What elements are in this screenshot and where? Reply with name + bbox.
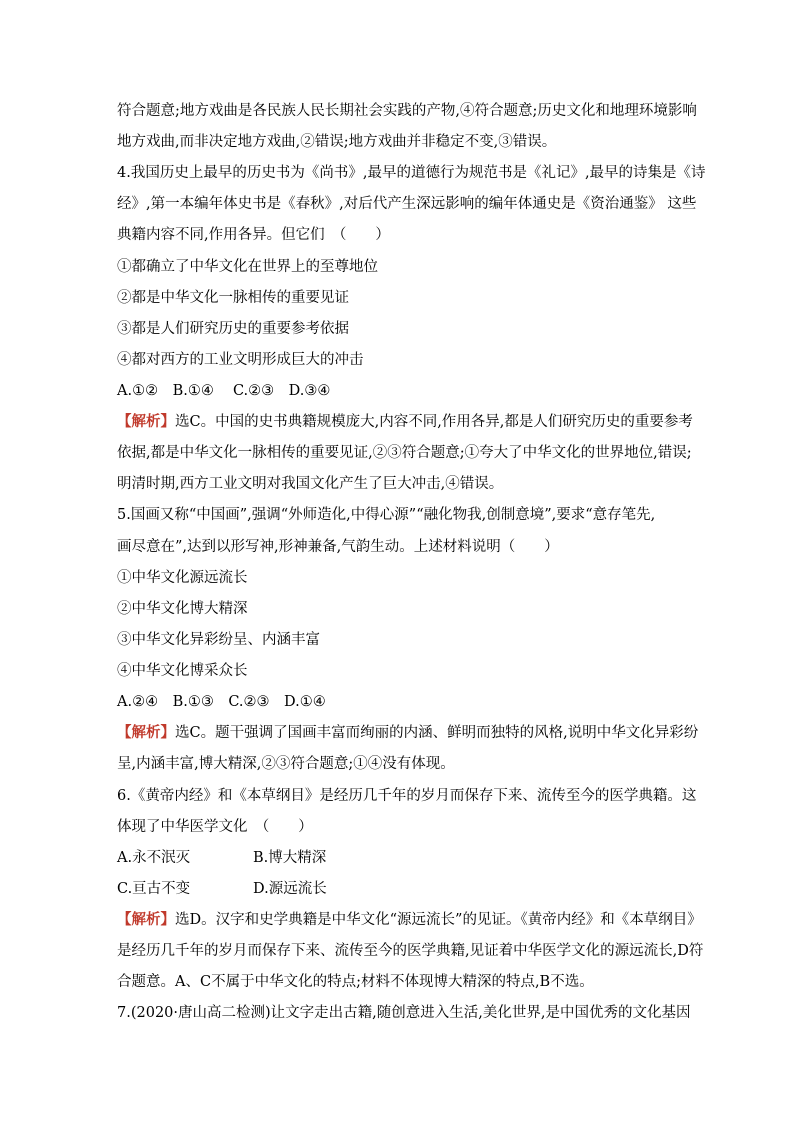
analysis-text: 选C。题干强调了国画丰富而绚丽的内涵、鲜明而独特的风格,说明中华文化异彩纷: [175, 725, 699, 741]
q6-option-d: D.源远流长: [253, 881, 327, 897]
q4-analysis-line-2: 依据,都是中华文化一脉相传的重要见证,②③符合题意;①夸大了中华文化的世界地位,错误;: [117, 445, 692, 461]
q4-options: A.①② B.①④ C.②③ D.③④: [117, 383, 331, 399]
q4-stem-line-3: 典籍内容不同,作用各异。但它们 （ ）: [117, 227, 390, 243]
q4-item-1: ①都确立了中华文化在世界上的至尊地位: [117, 259, 378, 275]
q6-analysis-line-2: 是经历几千年的岁月而保存下来、流传至今的医学典籍,见证着中华医学文化的源远流长,D符: [117, 943, 704, 959]
q4-analysis-line-1: [117, 412, 697, 432]
q4-stem-line-1: 4.我国历史上最早的历史书为《尚书》,最早的道德行为规范书是《礼记》,最早的诗集是《诗: [117, 165, 706, 181]
q5-analysis-line-1: [117, 723, 697, 743]
q4-analysis-line-3: 明清时期,西方工业文明对我国文化产生了巨大冲击,④错误。: [117, 476, 504, 492]
q6-stem-line-1: 6.《黄帝内经》和《本草纲目》是经历几千年的岁月而保存下来、流传至今的医学典籍。这: [117, 788, 697, 804]
q5-stem-line-1: 5.国画又称“中国画”,强调“外师造化,中得心源”“融化物我,创制意境”,要求“意存笔先,: [117, 507, 656, 523]
analysis-tag: 【解析】: [117, 414, 175, 430]
q6-options-row-2: [117, 879, 697, 899]
q6-analysis-line-3: 合题意。A、C不属于中华文化的特点;材料不体现博大精深的特点,B不选。: [117, 974, 594, 990]
intro-line-1: 符合题意;地方戏曲是各民族人民长期社会实践的产物,④符合题意;历史文化和地理环境影响: [117, 103, 697, 119]
q5-item-4: ④中华文化博采众长: [117, 663, 248, 679]
q7-stem-line-1: 7.(2020·唐山高二检测)让文字走出古籍,随创意进入生活,美化世界,是中国优秀的文化基因: [117, 1005, 691, 1021]
q6-analysis-line-1: [117, 910, 702, 930]
q6-stem-line-2: 体现了中华医学文化 （ ）: [117, 819, 313, 835]
q5-item-1: ①中华文化源远流长: [117, 570, 248, 586]
q6-options-row-1: [117, 848, 697, 868]
q4-item-2: ②都是中华文化一脉相传的重要见证: [117, 290, 349, 306]
q5-stem-line-2: 画尽意在”,达到以形写神,形神兼备,气韵生动。上述材料说明（ ）: [117, 539, 559, 555]
q4-stem-line-2: 经》,第一本编年体史书是《春秋》,对后代产生深远影响的编年体通史是《资治通鉴》 这些: [117, 196, 697, 212]
q4-item-4: ④都对西方的工业文明形成巨大的冲击: [117, 352, 364, 368]
q6-option-b: B.博大精深: [253, 850, 327, 866]
analysis-tag: 【解析】: [117, 912, 175, 928]
q5-analysis-line-2: 呈,内涵丰富,博大精深,②③符合题意;①④没有体现。: [117, 756, 455, 772]
q5-options: A.②④ B.①③ C.②③ D.①④: [117, 694, 326, 710]
analysis-text: 选C。中国的史书典籍规模庞大,内容不同,作用各异,都是人们研究历史的重要参考: [175, 414, 693, 430]
q6-option-c: C.亘古不变: [117, 881, 191, 897]
intro-line-2: 地方戏曲,而非决定地方戏曲,②错误;地方戏曲并非稳定不变,③错误。: [117, 134, 557, 150]
q4-item-3: ③都是人们研究历史的重要参考依据: [117, 321, 349, 337]
analysis-tag: 【解析】: [117, 725, 175, 741]
q5-item-2: ②中华文化博大精深: [117, 601, 248, 617]
q6-option-a: A.永不泯灭: [117, 850, 191, 866]
analysis-text: 选D。汉字和史学典籍是中华文化“源远流长”的见证。《黄帝内经》和《本草纲目》: [175, 912, 702, 928]
q5-item-3: ③中华文化异彩纷呈、内涵丰富: [117, 632, 320, 648]
